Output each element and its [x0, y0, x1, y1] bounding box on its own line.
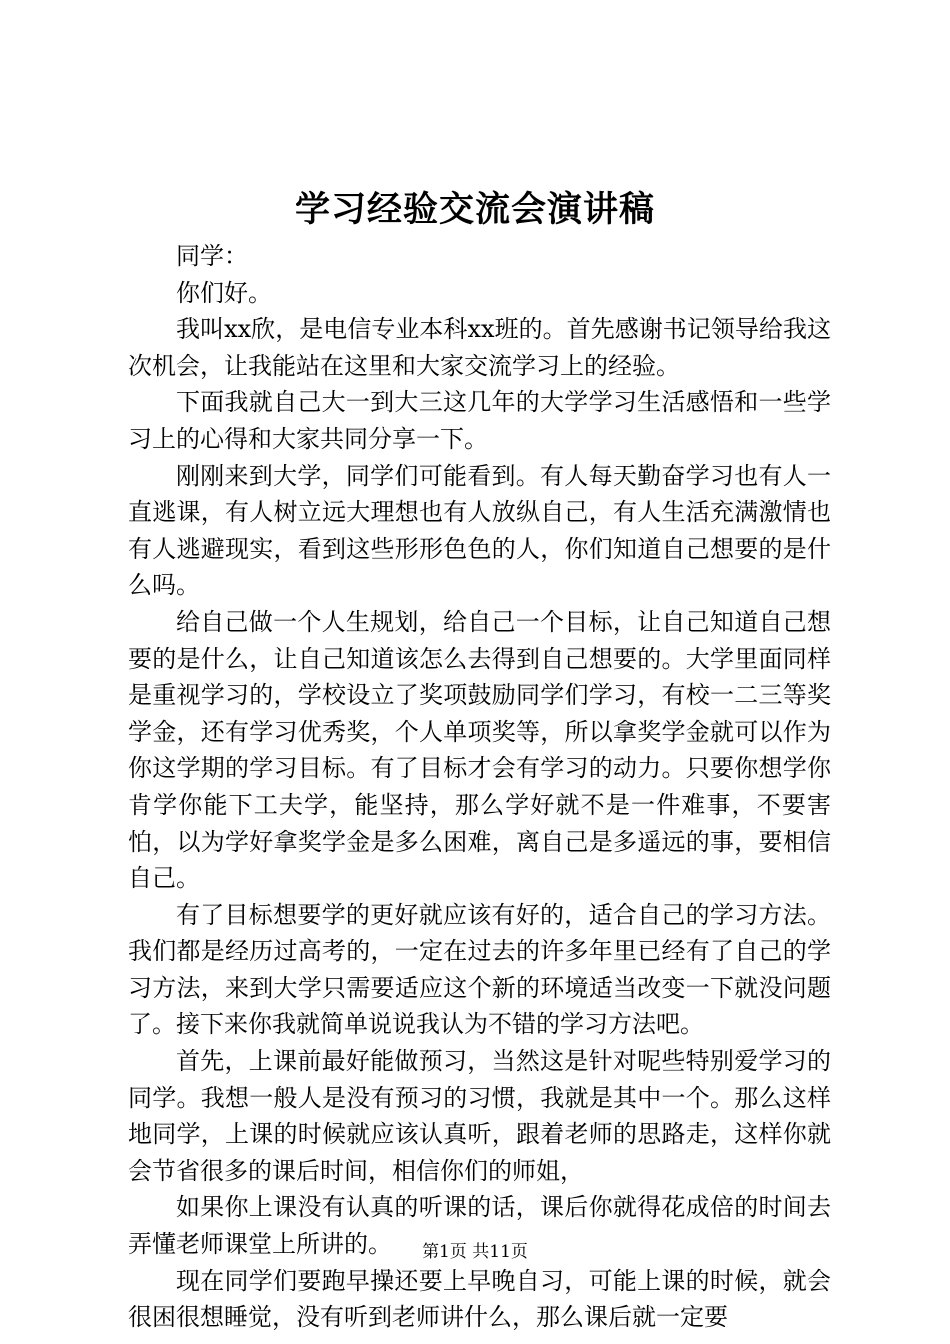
- paragraph-sharing: 下面我就自己大一到大三这几年的大学学习生活感悟和一些学习上的心得和大家共同分享一下。: [128, 388, 831, 453]
- paragraph-preview: 首先，上课前最好能做预习，当然这是针对呢些特别爱学习的同学。我想一般人是没有预习的习惯，我就是其中一个。那么这样地同学，上课的时候就应该认真听，跟着老师的思路走，这样你就会节省很多的课后时间，相信你们的师姐，: [128, 1047, 831, 1185]
- document-title: 学习经验交流会演讲稿: [294, 189, 655, 230]
- paragraph-goals: 给自己做一个人生规划，给自己一个目标，让自己知道自己想要的是什么，让自己知道该怎么去得到自己想要的。大学里面同样是重视学习的，学校设立了奖项鼓励同学们学习，有校一二三等奖学金，还有学习优秀奖，个人单项奖等，所以拿奖学金就可以作为你这学期的学习目标。有了目标才会有学习的动力。只要你想学你肯学你能下工夫学，能坚持，那么学好就不是一件难事，不要害怕，以为学好拿奖学金是多么困难，离自己是多遥远的事，要相信自己。: [128, 607, 831, 893]
- paragraph-greeting: 同学：: [176, 242, 248, 270]
- paragraph-listening: 如果你上课没有认真的听课的话，课后你就得花成倍的时间去弄懂老师课堂上所讲的。: [128, 1193, 831, 1259]
- page-footer: 第1页 共11页: [422, 1242, 528, 1262]
- paragraph-morning-exercise: 现在同学们要跑早操还要上早晚自习，可能上课的时候，就会很困很想睡觉，没有听到老师讲什么，那么课后就一定要: [128, 1266, 831, 1332]
- paragraph-arrival: 刚刚来到大学，同学们可能看到。有人每天勤奋学习也有人一直逃课，有人树立远大理想也有人放纵自己，有人生活充满激情也有人逃避现实，看到这些形形色色的人，你们知道自己想要的是什么吗。: [128, 461, 831, 600]
- paragraph-introduction: 我叫xx欣，是电信专业本科xx班的。首先感谢书记领导给我这次机会，让我能站在这里和大家交流学习上的经验。: [128, 315, 831, 380]
- paragraph-hello: 你们好。: [176, 278, 272, 307]
- document-body: [128, 238, 831, 1336]
- paragraph-methods: 有了目标想要学的更好就应该有好的，适合自己的学习方法。我们都是经历过高考的，一定在过去的许多年里已经有了自己的学习方法，来到大学只需要适应这个新的环境适当改变一下就没问题了。接下来你我就简单说说我认为不错的学习方法吧。: [128, 900, 831, 1039]
